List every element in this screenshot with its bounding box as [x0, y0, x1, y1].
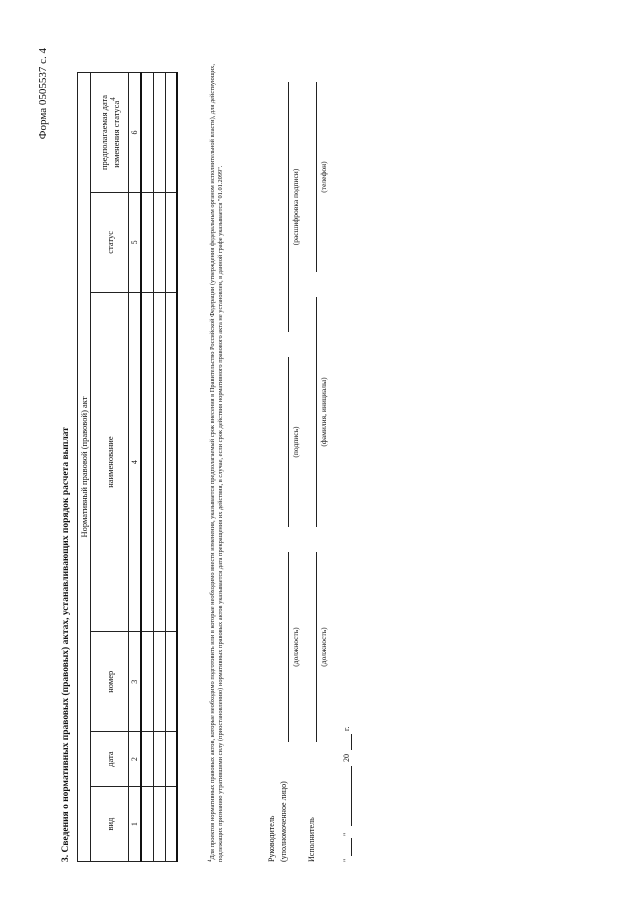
column-header-name: наименование — [91, 292, 129, 632]
caption-decoding: (расшифровка подписи) — [291, 168, 300, 246]
head-sublabel: (уполномоченное лицо) — [279, 781, 288, 862]
table-row — [165, 73, 177, 862]
section-title: 3. Сведения о нормативных правовых (правовых) актах, устанавливающих порядок расчета выплат — [61, 427, 71, 862]
column-header-status-change-date — [91, 73, 129, 193]
column-number: 5 — [129, 192, 142, 292]
table-row — [153, 73, 165, 862]
footnote-text: Для проектов нормативных правовых актов, которые необходимо подготовить или в которые необходимо внести изменения, указывается предполагаемый срок внесения в Правительство Российской Федерации (утверждения федеральным органом исполнительной власти), для действующих, подлежащих признанию утратившими силу (приостановлению) нормативных правовых актов указывается дата прекращения их действия, в случае, если срок действия нормативного правового акта не установлен, в данной графе указывается "01.01.2099". — [209, 64, 225, 862]
table-cell — [165, 787, 177, 862]
caption-position: (должность) — [291, 627, 300, 667]
footnote-marker: 4 — [208, 859, 213, 862]
table-cell — [165, 192, 177, 292]
table-cell — [165, 632, 177, 732]
table-cell — [141, 787, 153, 862]
column-number: 3 — [129, 632, 142, 732]
column-number: 1 — [129, 787, 142, 862]
table-group-header: Нормативный правовой (правовой) акт — [78, 73, 91, 862]
executor-name-line — [316, 297, 317, 527]
head-signature-line — [288, 357, 289, 527]
column-header-number: номер — [91, 632, 129, 732]
footnote — [207, 62, 226, 862]
table-cell — [141, 292, 153, 632]
caption-name: (фамилия, инициалы) — [319, 377, 328, 447]
column-header-status-change-date-text: предполагаемая дата изменения статуса — [98, 94, 121, 171]
head-label: Руководитель — [267, 815, 276, 862]
column-header-kind: вид — [91, 787, 129, 862]
table-cell — [141, 732, 153, 787]
executor-phone-line — [316, 82, 317, 272]
caption-phone: (телефон) — [319, 161, 328, 193]
footnote-ref: 4 — [108, 97, 117, 101]
caption-position-executor: (должность) — [319, 627, 328, 667]
date-year-prefix: 20 — [342, 754, 351, 762]
column-number: 2 — [129, 732, 142, 787]
table-cell — [165, 73, 177, 193]
table-cell — [165, 732, 177, 787]
column-header-status: статус — [91, 192, 129, 292]
column-number: 4 — [129, 292, 142, 632]
date-year-line — [351, 734, 352, 750]
executor-label: Исполнитель — [307, 817, 316, 862]
date-quote-close: " — [342, 832, 351, 836]
table-cell — [153, 787, 165, 862]
head-position-line — [288, 552, 289, 742]
rotated-form-sheet — [35, 42, 605, 862]
head-decoding-line — [288, 82, 289, 332]
table-cell — [153, 292, 165, 632]
executor-position-line — [316, 552, 317, 742]
table-cell — [141, 192, 153, 292]
date-quote-open: " — [342, 858, 351, 862]
date-day-line — [351, 838, 352, 856]
date-month-line — [351, 766, 352, 826]
column-number: 6 — [129, 73, 142, 193]
table-cell — [165, 292, 177, 632]
legal-acts-table — [77, 72, 178, 862]
form-id: Форма 0505537 с. 4 — [37, 48, 49, 140]
table-cell — [153, 192, 165, 292]
table-cell — [153, 732, 165, 787]
date-suffix: г. — [342, 726, 351, 731]
table-row — [141, 73, 153, 862]
table-cell — [141, 73, 153, 193]
column-numbers-row — [129, 73, 142, 862]
table-cell — [153, 73, 165, 193]
caption-signature: (подпись) — [291, 426, 300, 458]
table-cell — [153, 632, 165, 732]
column-header-date: дата — [91, 732, 129, 787]
table-cell — [141, 632, 153, 732]
